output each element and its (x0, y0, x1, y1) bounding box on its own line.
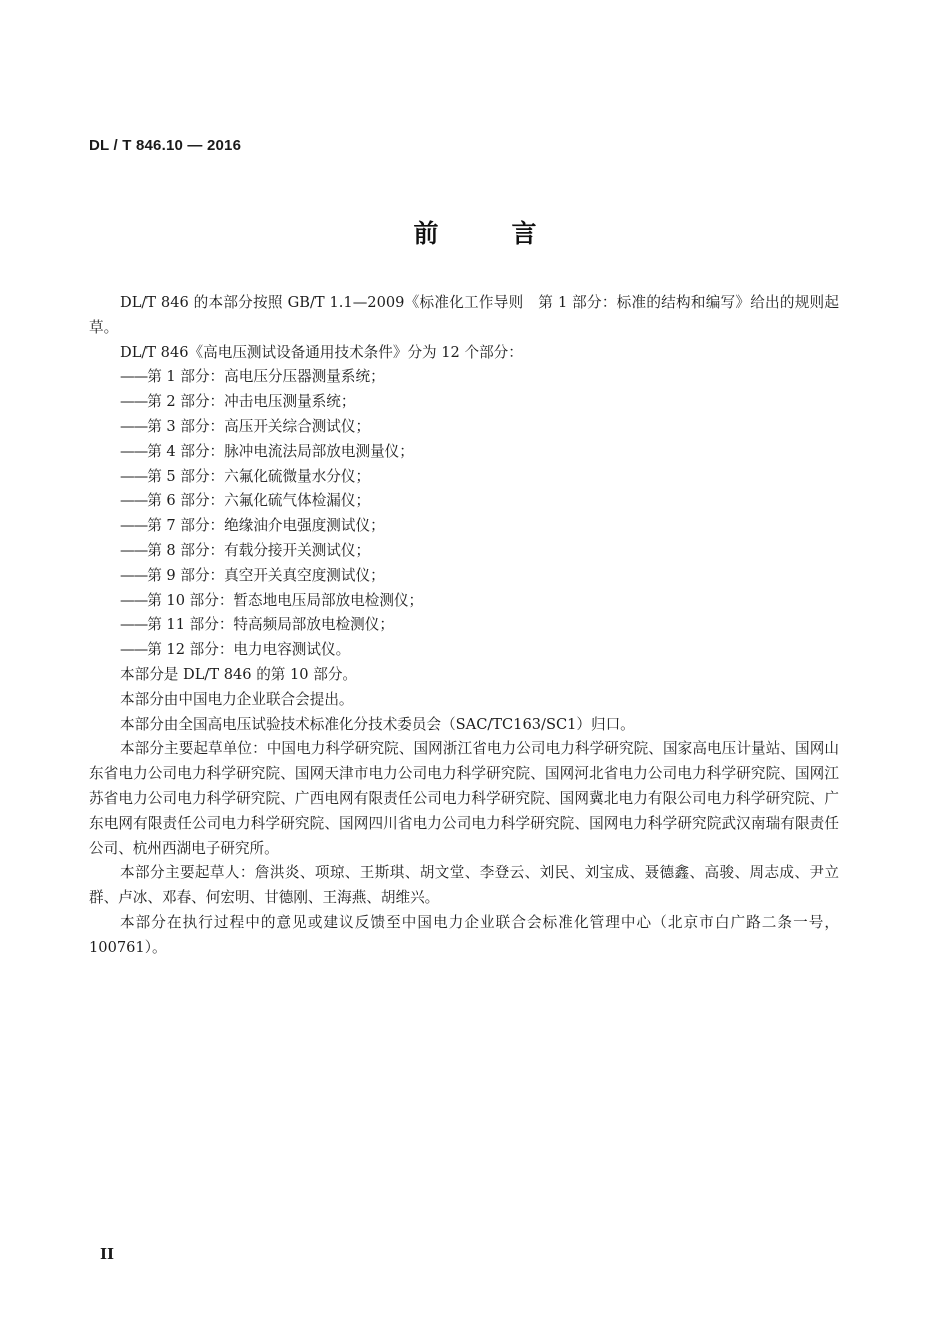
list-dash: —— (120, 442, 148, 460)
list-item-text: 第 5 部分：六氟化硫微量水分仪； (147, 467, 371, 485)
feedback-paragraph: 本部分在执行过程中的意见或建议反馈至中国电力企业联合会标准化管理中心（北京市白广路二条一号，100761）。 (89, 913, 839, 956)
list-dash: —— (120, 467, 148, 485)
list-dash: —— (120, 517, 148, 535)
list-item-text: 第 4 部分：脉冲电流法局部放电测量仪； (147, 442, 414, 460)
list-dash: —— (120, 541, 148, 559)
list-dash: —— (120, 641, 148, 659)
list-item-text: 第 10 部分：暂态地电压局部放电检测仪； (147, 591, 424, 609)
this-part-statement: 本部分是 DL/T 846 的第 10 部分。 (120, 665, 358, 683)
list-item (89, 390, 839, 415)
list-dash: —— (120, 368, 148, 386)
list-item-text: 第 2 部分：冲击电压测量系统； (147, 393, 356, 411)
list-dash: —— (120, 393, 148, 411)
list-item-text: 第 1 部分：高电压分压器测量系统； (147, 368, 385, 386)
list-dash: —— (120, 591, 148, 609)
list-item (89, 514, 839, 539)
list-item (89, 365, 839, 390)
parts-list (89, 365, 839, 663)
list-item (89, 489, 839, 514)
page-title: 前 言 (413, 219, 561, 248)
intro-paragraph-drafting-rules: DL/T 846 的本部分按照 GB/T 1.1—2009《标准化工作导则 第 1 部分：标准的结构和编写》给出的规则起草。 (89, 294, 839, 336)
list-item (89, 589, 839, 614)
list-item (89, 440, 839, 465)
drafting-units-paragraph: 本部分主要起草单位：中国电力科学研究院、国网浙江省电力公司电力科学研究院、国家高电压计量站、国网山东省电力公司电力科学研究院、国网天津市电力公司电力科学研究院、国网河北省电力公司电力科学研究院、国网江苏省电力公司电力科学研究院、广西电网有限责任公司电力科学研究院、国网冀北电力有限公司电力科学研究院、广东电网有限责任公司电力科学研究院、国网四川省电力公司电力科学研究院、国网电力科学研究院武汉南瑞有限责任公司、杭州西湖电子研究所。 (89, 740, 839, 857)
intro-paragraph-parts-count: DL/T 846《高电压测试设备通用技术条件》分为 12 个部分： (120, 343, 523, 361)
list-item-text: 第 7 部分：绝缘油介电强度测试仪； (147, 517, 385, 535)
list-dash: —— (120, 566, 148, 584)
list-item (89, 564, 839, 589)
list-item (89, 415, 839, 440)
list-item-text: 第 9 部分：真空开关真空度测试仪； (147, 566, 385, 584)
proposed-by-statement: 本部分由中国电力企业联合会提出。 (120, 690, 354, 708)
list-item-text: 第 12 部分：电力电容测试仪。 (147, 641, 351, 659)
drafters-paragraph: 本部分主要起草人：詹洪炎、项琼、王斯琪、胡文堂、李登云、刘民、刘宝成、聂德鑫、高骏、周志成、尹立群、卢冰、邓春、何宏明、甘德刚、王海燕、胡维兴。 (89, 864, 839, 907)
list-item (89, 465, 839, 490)
standard-code-header: DL / T 846.10 — 2016 (89, 137, 242, 154)
list-dash: —— (120, 417, 148, 435)
list-item-text: 第 6 部分：六氟化硫气体检漏仪； (147, 492, 371, 510)
page-number: II (100, 1245, 115, 1263)
jurisdiction-statement: 本部分由全国高电压试验技术标准化分技术委员会（SAC/TC163/SC1）归口。 (120, 715, 635, 733)
list-item-text: 第 8 部分：有载分接开关测试仪； (147, 541, 371, 559)
list-item (89, 539, 839, 564)
list-item-text: 第 3 部分：高压开关综合测试仪； (147, 417, 371, 435)
list-dash: —— (120, 616, 148, 634)
list-item (89, 638, 839, 663)
list-item-text: 第 11 部分：特高频局部放电检测仪； (147, 616, 394, 634)
list-item (89, 613, 839, 638)
foreword-body (89, 291, 839, 961)
list-dash: —— (120, 492, 148, 510)
